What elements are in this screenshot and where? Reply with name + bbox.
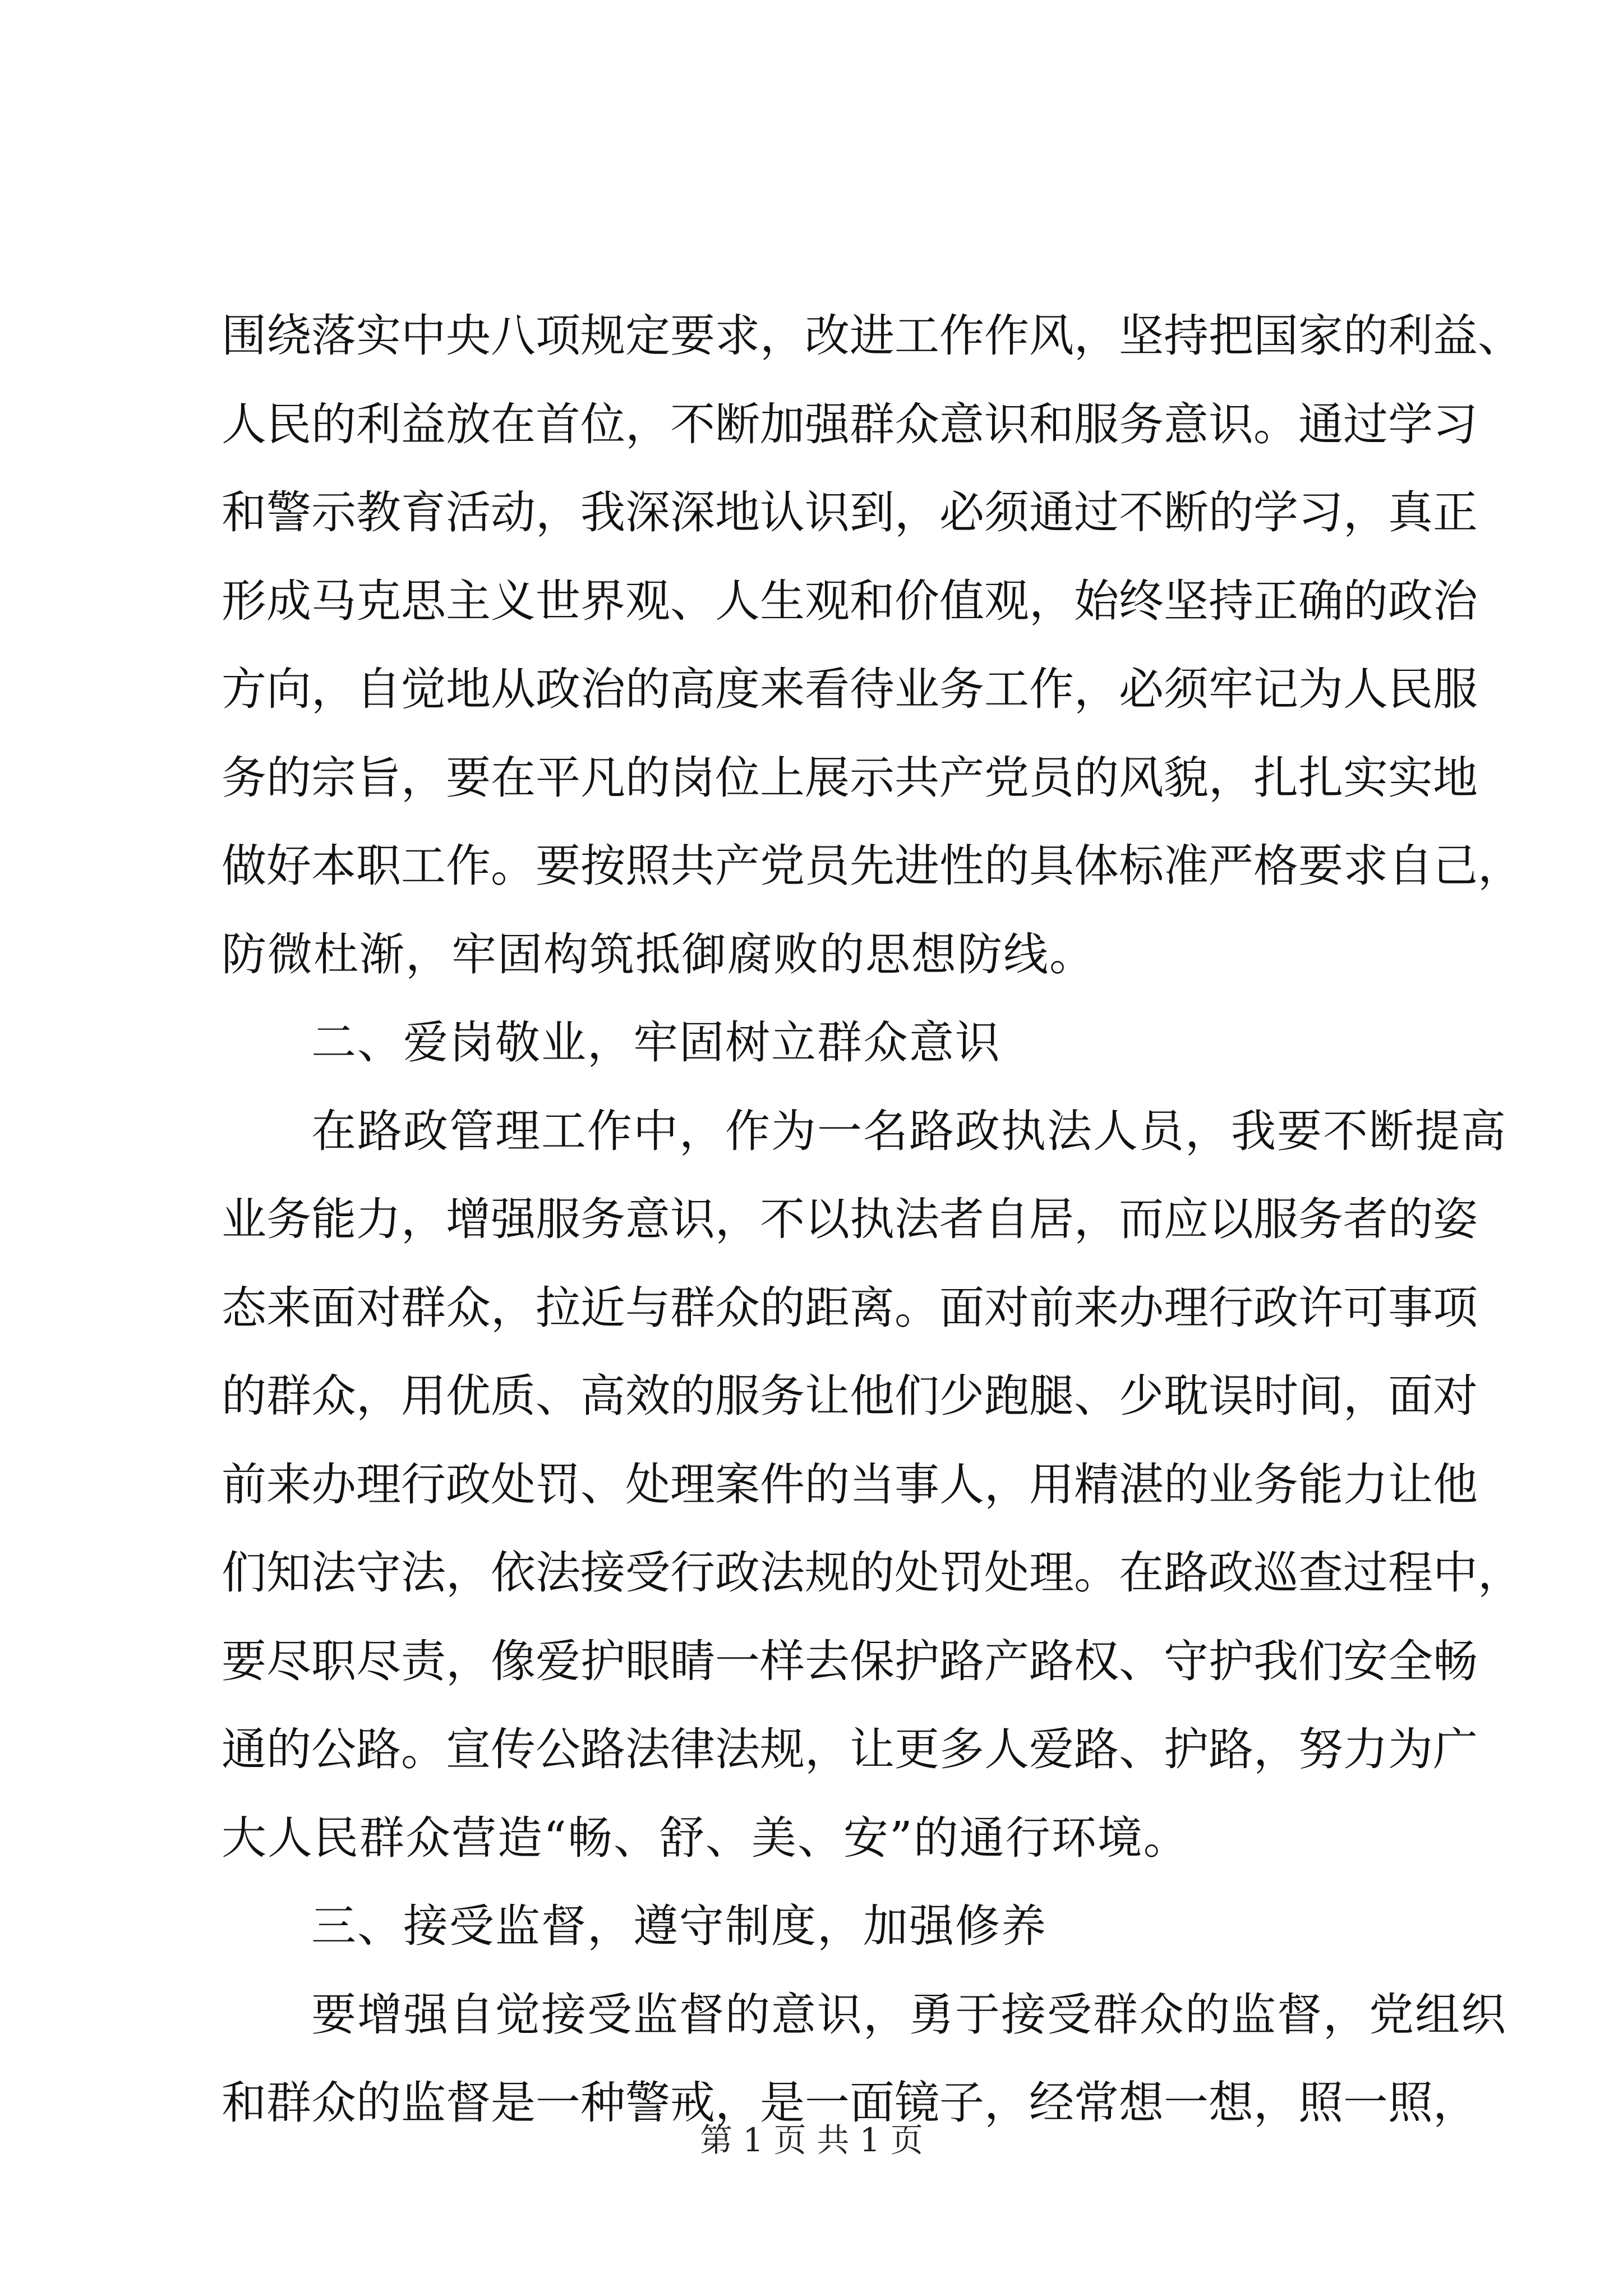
document-body: [222, 292, 1523, 2147]
paragraph-line: 和群众的监督是一种警戒，是一面镜子，经常想一想，照一照，: [222, 2077, 1478, 2129]
page-footer: 第 1 页 共 1 页: [700, 2121, 923, 2159]
paragraph-first-line: 要增强自觉接受监督的意识，勇于接受群众的监督，党组织: [311, 1988, 1507, 2041]
paragraph-line: 方向，自觉地从政治的高度来看待业务工作，必须牢记为人民服: [222, 663, 1478, 715]
paragraph-line: 通的公路。宣传公路法律法规，让更多人爱路、护路，努力为广: [222, 1723, 1478, 1775]
paragraph-line: 和警示教育活动，我深深地认识到，必须通过不断的学习，真正: [222, 486, 1478, 539]
paragraph-line: 大人民群众营造“畅、舒、美、安”的通行环境。: [222, 1811, 1189, 1864]
paragraph-line: 态来面对群众，拉近与群众的距离。面对前来办理行政许可事项: [222, 1281, 1478, 1334]
paragraph-line: 前来办理行政处罚、处理案件的当事人，用精湛的业务能力让他: [222, 1458, 1478, 1511]
paragraph-line: 形成马克思主义世界观、人生观和价值观，始终坚持正确的政治: [222, 574, 1478, 627]
paragraph-line: 防微杜渐，牢固构筑抵御腐败的思想防线。: [222, 928, 1095, 981]
paragraph-line: 务的宗旨，要在平凡的岗位上展示共产党员的风貌，扎扎实实地: [222, 751, 1478, 804]
paragraph-line: 的群众，用优质、高效的服务让他们少跑腿、少耽误时间，面对: [222, 1370, 1478, 1422]
paragraph-first-line: 在路政管理工作中，作为一名路政执法人员，我要不断提高: [311, 1105, 1507, 1157]
paragraph-line: 围绕落实中央八项规定要求，改进工作作风，坚持把国家的利益、: [222, 310, 1523, 362]
paragraph-line: 们知法守法，依法接受行政法规的处罚处理。在路政巡查过程中，: [222, 1547, 1523, 1599]
paragraph-line: 人民的利益放在首位，不断加强群众意识和服务意识。通过学习: [222, 398, 1478, 450]
section-heading: 二、爱岗敬业，牢固树立群众意识: [311, 1016, 1001, 1069]
paragraph-line: 要尽职尽责，像爱护眼睛一样去保护路产路权、守护我们安全畅: [222, 1635, 1478, 1687]
section-heading: 三、接受监督，遵守制度，加强修养: [311, 1900, 1047, 1952]
paragraph-line: 业务能力，增强服务意识，不以执法者自居，而应以服务者的姿: [222, 1193, 1478, 1245]
paragraph-line: 做好本职工作。要按照共产党员先进性的具体标准严格要求自己，: [222, 840, 1523, 892]
